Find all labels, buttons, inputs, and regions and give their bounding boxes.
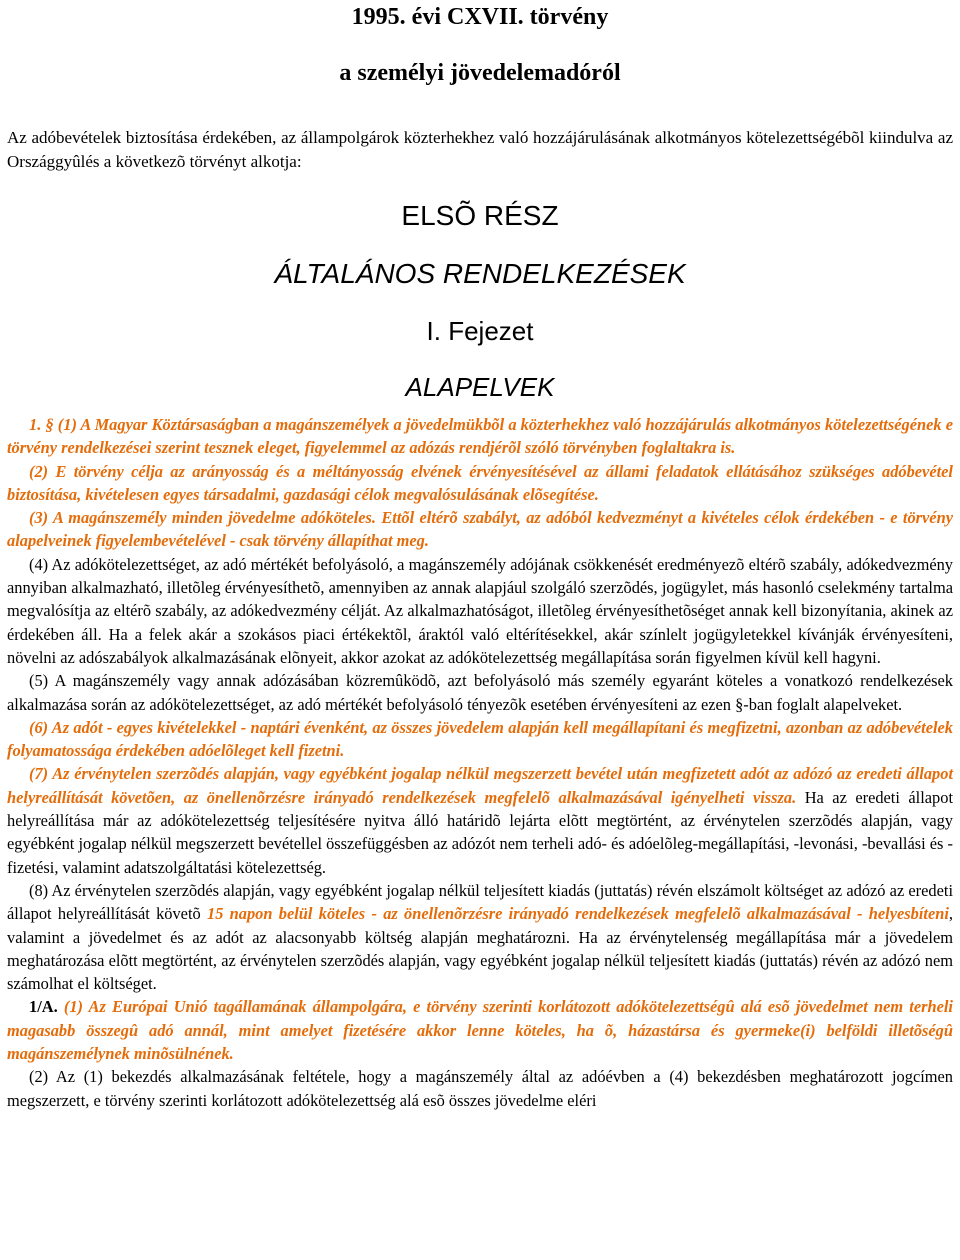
paragraph-8 [7,879,953,995]
chapter-subtitle: ALAPELVEK [405,372,555,402]
section-1a-paragraph-2: (2) Az (1) bekezdés alkalmazásának feltétele, hogy a magánszemély által az adóévben a (4) bekezdésben meghatározott jogcímen megszerzett, e törvény szerinti korlátozott adókötelezettség alá esõ összes jövedelme eléri [7,1067,953,1110]
paragraph-text: , valamint a jövedelmet és az adót az alacsonyabb költség alapján meghatározni. Ha az érvénytelenség megállapítása már a jövedelem meghatározása elõtt megtörtént, az érvénytelen szerzõdés alapján, vagy egyébként jogalap nélkül teljesített kiadás (juttatás) révén az adózó nem számolhat el költséget. [7,904,954,994]
part-subtitle: ÁLTALÁNOS RENDELKEZÉSEK [274,258,686,289]
paragraph-text: Ha az eredeti állapot helyreállítása már az adókötelezettség teljesítésére nyitva álló határidõ lejárta elõtt megtörtént, az érvénytelen szerzõdés alapján, vagy egyébként jogalap nélkül megszerzett bevétellel összefüggésben az adózót nem terheli adó- és adóelõleg-megállapítási, -levonási, -bevallási és -fizetési, valamint adatszolgáltatási kötelezettség. [7,787,953,877]
section-1a-paragraph-1 [7,995,953,1065]
paragraph-7 [7,762,953,878]
amended-text: 15 napon belül köteles - az önellenõrzésre irányadó rendelkezések megfelelõ alkalmazásával - helyesbíteni [207,904,949,924]
chapter-title: I. Fejezet [426,316,534,346]
document-title: 1995. évi CXVII. törvény [351,4,609,30]
amended-text: (7) Az érvénytelen szerzõdés alapján, vagy egyébként jogalap nélkül megszerzett bevétel után megfizetett adót az adózó az eredeti állapot helyreállítását követõen, az önellenõrzésre irányadó rendelkezések megfelelõ alkalmazásával igényelheti vissza. [7,764,953,807]
paragraph-5: (5) A magánszemély vagy annak adózásában közremûködõ, azt befolyásoló más személy egyaránt köteles a vonatkozó rendelkezések alkalmazása során az adókötelezettséget, az adó mértékét befolyásoló tényezõk esetében érvényesíteni az ezen §-ban foglalt alapelveket. [7,671,953,714]
paragraph-3 [7,506,953,553]
amended-text: (6) Az adót - egyes kivételekkel - naptári évenként, az összes jövedelem alapján kell megállapítani és megfizetni, azonban az adóbevételek folyamatossága érdekében adóelõleget kell fizetni. [7,717,953,761]
amended-text: (2) E törvény célja az arányosság és a méltányosság elvének érvényesítésével az állami feladatok ellátásához szükséges adóbevétel biztosítása, kivételesen egyes társadalmi, gazdasági célok megvalósulásának elõsegítése. [7,461,953,504]
amended-text: 1. § (1) A Magyar Köztársaságban a magánszemélyek a jövedelmükbõl a közterhekhez való hozzájárulás alkotmányos kötelezettségének e törvény rendelkezései szerint tesznek eleget, figyelemmel az adózás rendjérõl szóló törvényben foglaltakra is. [7,415,953,458]
paragraph-6 [7,716,953,763]
preamble: Az adóbevételek biztosítása érdekében, az állampolgárok közterhekhez való hozzájárulásának alkotmányos kötelezettségébõl kiindulva az Országgyûlés a következõ törvényt alkotja: [7,128,953,171]
paragraph-text: (8) Az érvénytelen szerzõdés alapján, vagy egyébként jogalap nélkül teljesített kiadás (juttatás) révén elszámolt költséget az adózó az eredeti állapot helyreállítását követõ [7,880,953,924]
paragraph-2 [7,460,953,507]
part-title: ELSÕ RÉSZ [401,200,559,231]
paragraph-4: (4) Az adókötelezettséget, az adó mértékét befolyásoló, a magánszemély adójának csökkenését eredményezõ eltérõ szabály, adókedvezmény annyiban alkalmazható, illetõleg érvényesíthetõ, amennyiben az annak alapjául szolgáló szerzõdés, jogügylet, más hasonló cselekmény tartalma megvalósítja az eltérõ szabály, az adókedvezmény célját. Az alkalmazhatóságot, illetõleg érvényesíthetõséget annak kell bizonyítania, akinek az érdekében áll. Ha a felek akár a szokásos piaci értékektõl, áraktól való eltérítésekkel, akár színlelt jogügyletekkel kívánják érvényesíteni, növelni az adószabályok alkalmazásának elõnyeit, akkor azokat az adókötelezettség megállapítása során figyelmen kívül kell hagyni. [7,554,953,667]
amended-text: (1) Az Európai Unió tagállamának állampolgára, e törvény szerinti korlátozott adókötelezettségû alá esõ jövedelmet nem terheli magasabb összegû adó annál, mint amelyet fizetésére akkor lenne köteles, ha õ, házastársa és gyermeke(i) belföldi illetõségû magánszemélynek minõsülnének. [7,997,953,1064]
paragraph-1 [7,413,953,460]
amended-text: (3) A magánszemély minden jövedelme adóköteles. [29,508,377,528]
document-subtitle: a személyi jövedelemadóról [339,60,621,86]
section-label: 1/A. [29,997,58,1017]
law-body [7,413,953,1112]
amended-text: Ettõl eltérõ szabályt, az adóból kedvezményt a kivételes célok érdekében - e törvény alapelveinek figyelembevételével - csak törvény állapíthat meg. [7,508,953,551]
